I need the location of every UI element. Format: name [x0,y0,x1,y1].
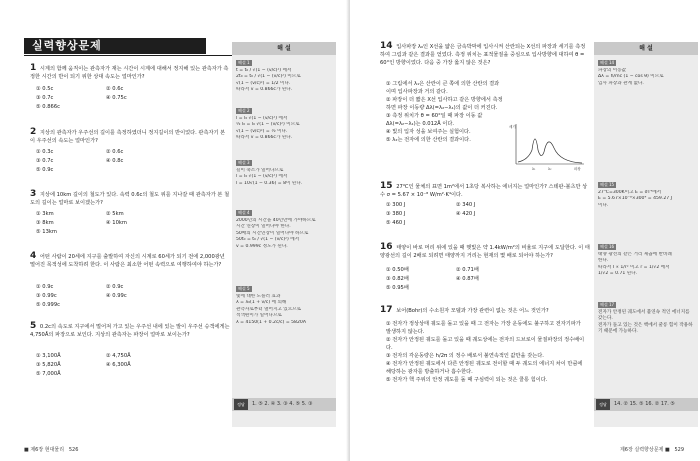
question-4-options: ① 0.9c ② 0.9c ③ 0.99c ④ 0.99c ⑤ 0.999c [36,284,127,308]
page-number: 526 [68,447,79,453]
question-3: 3 지상에 10km 길이의 철도가 있다. 속력 0.6c의 철도 위를 지나갈 때 관측자가 본 철도의 길이는 얼마로 보이겠는가? [30,189,230,206]
question-15-options: ① 300 J ② 340 J ③ 380 J ④ 420 J ⑤ 460 J [386,202,476,226]
graph-x-label: 파장 [574,167,581,171]
graph-peak-1-label: λ₁ [532,167,536,171]
question-17-options: ① 전자가 정상상태 궤도를 돌고 있을 때 그 전자는 가장 운동에도 불구하고 전자기파가 발생하지 않는다. ② 전자가 안정된 궤도를 돌고 있을 때 궤도상에는 전자의 드브로이 물질파장의 정수배이다. ③ 전자의 각운동량은 h/2π 의 정수 배로서 불연속적인 값만을 갖는다. ④ 전자가 안정된 궤도에서 다른 안정된 궤도로 전이할 때 두 궤도의 에너지 차이 만큼에 해당하는 광자를 방출하거나 흡수한다. ⑤ 전자가 핵 주위의 안정 궤도를 돌 때 구심력이 되는 것은 쿨롱 힘이다. [386,321,585,383]
right-footer: 제6장 실력향상문제 ■ 529 [619,447,684,453]
question-5: 5 0.2c의 속도로 지구에서 멀어져 가고 있는 우주선 내에 있는 발이 우주선 승객에게는 4,750Å의 파장으로 보인다. 지상의 관측자는 파장이 얼마로 보이는가? [30,321,230,338]
solution-1: 해설 1 t = t₀ / √(1 − (v/c)²) 에서 2t₀ = t₀ / √(1 − (v/c)²) 이므로 √(1 − (v/c)²) = 1/2 이다. 따라서 v = 0.866c가 된다. [236,60,301,93]
solution-17: 해설 17 전자가 안정된 궤도에서 불연속 적인 에너지를 갖는다. 전자가 돌고 있는 것은 핵에서 쿨롱 힘이 작용하기 때문에 가능하다. [598,302,693,335]
solution-2: 해설 2 l = l₀ √(1 − (v/c)²) 에서 ½ l₀ = l₀ √(1 − (v/c)²) 이므로 √(1 − (v/c)²) = ½ 이다. 따라서 v = 0.866c가 된다. [236,108,300,141]
right-page [350,0,700,461]
question-16-options: ① 0.50배 ② 0.71배 ③ 0.82배 ④ 0.87배 ⑤ 0.95배 [386,267,479,291]
question-14: 14 입사파장 λ₀인 X선을 얇은 금속박막에 입사시켜 산란되는 X선의 파장과 세기를 측정하여 그림과 같은 결과를 얻었다. 측정 위치는 표적물질을 중심으로 입사방향에 대하여 θ = 60°인 방향이었다. 다음 중 가장 옳지 않은 것은? [380,41,586,66]
answer-bar: 정답 1. ⑤ 2. ④ 3. ③ 4. ⑤ 5. ③ [232,398,336,411]
graph-y-label: 세기 [509,125,516,129]
solution-14: 해설 14 파장의 이동값 Δλ = h/mc (1 − cos θ) 이므로 입사 파장과 관계 없다. [598,60,664,86]
right-solutions-panel [594,42,698,427]
question-16: 16 태양이 바로 머리 위에 있을 때 햇빛은 약 1.4kW/m²의 비율로 지구에 도달한다. 이 태양광선의 길이 2배로 되려면 태양까지 거리는 현재의 몇 배로 되어야 하는가? [380,242,590,259]
solution-15: 해설 15 27℃=300K이고 E = σT⁴에서 E = 5.67×10⁻⁸×300⁴ = 459.27 J 이다. [598,182,672,208]
question-4: 4 어떤 사람이 20세에 지구를 출발하여 자신의 시계로 60세가 되기 전에 2,000광년 떨어진 목적성에 도착하려 한다. 이 사람은 최소한 어떤 속력으로 여행하여야 하는가? [30,251,225,268]
solutions-header: 해 설 [232,42,336,55]
left-footer: ■ 제6장 현대물리 526 [24,447,79,453]
graph-curve [518,139,582,163]
graph-peak-2-label: λ₂ [548,167,552,171]
solution-4: 해설 4 2000년의 시간을 40년만에 가야하므로 시간 연장이 일어나야 한다. 50배의 시간연장이 일어나야 하므로 50t₀ = t₀ / √(1 − (v/c)²) 에서 v = 0.999c 정도가 된다. [236,210,316,249]
question-3-options: ① 3km ② 5km ③ 8km ④ 10km ⑤ 13km [36,211,127,235]
answer-bar: 정답 14. ② 15. ⑤ 16. ② 17. ⑤ [594,398,698,411]
section-title: 실력향상문제 [24,38,206,54]
question-15: 15 27℃인 물체의 표면 1m²에서 1초당 복사하는 에너지는 얼마인가? 스테판-볼츠만 상수 σ = 5.67 × 10⁻⁸ W/m²·K⁴이다. [380,181,588,198]
question-1-options: ① 0.5c ② 0.6c ③ 0.7c ④ 0.75c ⑤ 0.866c [36,86,127,110]
page-number: 529 [674,447,684,453]
solutions-header: 해 설 [594,42,698,55]
solution-16: 해설 16 태양 광선의 같은 거리 제곱에 반비례 한다. 따라서 I ∝ 1/r² 이고 r = 1/√2 에서 1/√2 = 0.71 된다. [598,244,672,277]
question-2-options: ① 0.3c ② 0.6c ③ 0.7c ④ 0.8c ⑤ 0.9c [36,149,124,173]
left-solutions-panel [232,42,336,427]
solution-3: 해설 3 길이 축소가 일어나므로 l = l₀ √(1 − (v/c)²) 에서 l = 10√(1 − 0.36) = 8이 된다. [236,160,303,186]
compton-graph [508,120,588,172]
question-17: 17 보어(Bohr)의 수소원자 모델과 가장 관련이 없는 것은 어느 것인가? [380,305,549,315]
question-2: 2 지상의 관측자가 우주선의 길이를 측정하였더니 정지길이의 반이었다. 관측자기 본 이 우주선의 속도는 얼마인가? [30,127,226,144]
question-14-options: ① 그림에서 λ₁은 산란이 큰 쪽에 의한 산란의 결과이며 입사파장과 거의 같다. ② 파장이 더 짧은 X선 입사하고 같은 방향에서 측정하면 파장 이동량 Δλ(=λ₂−λ₁)의 값이 더 커진다. ③ 측정 위치가 θ = 60°일 때 파장 이동 값 Δλ(=λ₂−λ₁)는 0.012Å 이다. ④ 빛의 입자 성을 보여주는 실험이다. ⑤ λ₂는 전자에 의한 산란의 결과이다. [386,81,503,143]
question-1: 1 시계의 함께 움직이는 관측자가 재는 시간이 시계에 대해서 정지해 있는 관측자가 측정한 시간의 반이 되기 위한 상대 속도는 얼마인가? [30,63,229,80]
solution-5: 해설 5 빛에 대한 도플러 효과 λ = λ₀(1 + v/c) 에 의해 관측자로부터 멀어지고 있으므로 적색편이가 일어나므로 λ = 4150(1 + 0.2c/c) = 5820Å [236,286,306,325]
question-5-options: ① 3,100Å ② 4,750Å ③ 5,820Å ④ 6,300Å ⑤ 7,000Å [36,353,131,377]
